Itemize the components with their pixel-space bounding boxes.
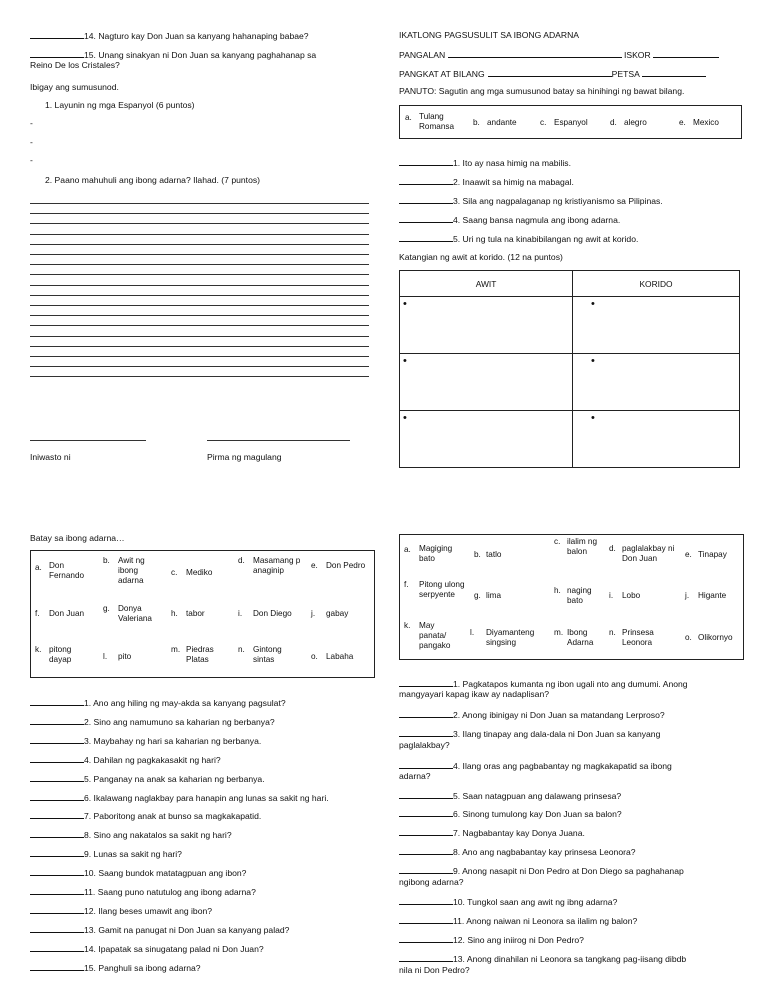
br-question-1-cont: mangyayari kapag ikaw ay nadaplisan?	[399, 689, 550, 699]
choice-text: Diyamanteng singsing	[486, 628, 535, 647]
br-question-8: 8. Ano ang nagbabantay kay prinsesa Leonora?	[399, 846, 636, 857]
choice-letter: g.	[474, 591, 481, 600]
korido-header: KORIDO	[573, 271, 740, 297]
choice-letter: c.	[554, 537, 561, 546]
instruction: Ibigay ang sumusunod.	[30, 82, 119, 92]
choice-text: Labaha	[326, 652, 354, 661]
answer-line[interactable]	[30, 305, 369, 306]
answer-blank[interactable]	[30, 30, 84, 39]
answer-line[interactable]	[30, 376, 369, 377]
choice-text: May panata/ pangako	[419, 621, 451, 650]
br-question-3: 3. Ilang tinapay ang dala-dala ni Don Juan sa kanyang	[399, 728, 660, 739]
answer-line[interactable]	[30, 285, 369, 286]
choice-letter: i.	[609, 591, 614, 600]
answer-blank[interactable]	[399, 195, 453, 204]
choice-letter: c.	[540, 118, 547, 127]
choice-letter: a.	[405, 113, 412, 122]
choice-letter: h.	[554, 586, 561, 595]
answer-blank[interactable]	[30, 810, 84, 819]
answer-blank[interactable]	[399, 176, 453, 185]
dash-line: -	[30, 155, 33, 165]
bl-question	[30, 962, 201, 973]
br-question-13: 13. Anong dinahilan ni Leonora sa tangkang pag-iisang dibdb	[399, 953, 686, 964]
answer-line[interactable]	[30, 203, 369, 204]
awit-cell[interactable]	[400, 411, 573, 468]
bl-question	[30, 905, 212, 916]
choice-text: Higante	[698, 591, 727, 600]
bl-question	[30, 773, 265, 784]
choice-letter: h.	[171, 609, 178, 618]
choice-text: Don Fernando	[49, 561, 85, 580]
choice-letter: o.	[685, 633, 692, 642]
bl-question	[30, 697, 286, 708]
answer-blank[interactable]	[399, 846, 453, 855]
answer-blank[interactable]	[399, 157, 453, 166]
tr-question-4: 4. Saang bansa nagmula ang ibong adarna.	[399, 214, 620, 225]
choice-letter: d.	[610, 118, 617, 127]
score-field[interactable]	[653, 49, 719, 58]
answer-blank[interactable]	[399, 760, 453, 769]
choice-text: Don Diego	[253, 609, 292, 618]
answer-blank[interactable]	[399, 953, 453, 962]
answer-blank[interactable]	[399, 678, 453, 687]
choice-letter: c.	[171, 568, 178, 577]
answer-line[interactable]	[30, 356, 369, 357]
choice-letter: b.	[103, 556, 110, 565]
bl-question	[30, 943, 264, 954]
bl-question	[30, 848, 182, 859]
choice-text: Piedras Platas	[186, 645, 214, 664]
br-question-12: 12. Sino ang iniirog ni Don Pedro?	[399, 934, 584, 945]
choice-letter: e.	[679, 118, 686, 127]
choice-letter: j.	[311, 609, 316, 618]
br-question-7: 7. Nagbabantay kay Donya Juana.	[399, 827, 585, 838]
question-text: 11. Saang puno natutulog ang ibong adarna?	[84, 887, 256, 897]
choice-letter: b.	[473, 118, 480, 127]
question-text: 6. Ikalawang naglakbay para hanapin ang lunas sa sakit ng hari.	[84, 792, 329, 803]
batay-heading: Batay sa ibong adarna…	[30, 533, 125, 543]
choice-letter: f.	[404, 580, 409, 589]
choice-letter: e.	[311, 561, 318, 570]
bl-question	[30, 829, 232, 840]
bl-question	[30, 792, 329, 803]
choice-letter: e.	[685, 550, 692, 559]
choice-text: Olikornyo	[698, 633, 733, 642]
choice-text: tabor	[186, 609, 205, 618]
answer-line[interactable]	[30, 234, 369, 235]
answer-line[interactable]	[30, 315, 369, 316]
answer-line[interactable]	[30, 336, 369, 337]
choice-letter: k.	[35, 645, 42, 654]
question-text: 5. Panganay na anak sa kaharian ng berbanya.	[84, 773, 265, 784]
answer-line[interactable]	[30, 264, 369, 265]
directions: PANUTO: Sagutin ang mga sumusunod batay sa hinihingi ng bawat bilang.	[399, 86, 685, 96]
bullet-icon: •	[403, 412, 407, 424]
choice-text: Pitong ulong serpyente	[419, 580, 465, 599]
awit-cell[interactable]	[400, 354, 573, 411]
katangian-instruction: Katangian ng awit at korido. (12 na puntos)	[399, 252, 563, 262]
dash-line: -	[30, 118, 33, 128]
question-text: 8. Sino ang nakatalos sa sakit ng hari?	[84, 830, 232, 841]
answer-blank[interactable]	[399, 709, 453, 718]
choice-letter: f.	[35, 609, 40, 618]
awit-header: AWIT	[400, 271, 573, 297]
tr-question-2: 2. Inaawit sa himig na mabagal.	[399, 176, 574, 187]
tl-question-15-cont: Reino De los Cristales?	[30, 60, 120, 70]
question-text: 10. Saang bundok matatagpuan ang ibon?	[84, 868, 247, 879]
bl-question	[30, 886, 256, 897]
bullet-icon: •	[591, 412, 595, 424]
answer-blank[interactable]	[30, 697, 84, 706]
choice-letter: a.	[35, 563, 42, 572]
tr-question-1: 1. Ito ay nasa himig na mabilis.	[399, 157, 571, 168]
choice-letter: l.	[103, 652, 108, 661]
answer-blank[interactable]	[30, 754, 84, 763]
choice-letter: b.	[474, 550, 481, 559]
answer-blank[interactable]	[399, 865, 453, 874]
answer-blank[interactable]	[30, 848, 84, 857]
answer-blank[interactable]	[30, 735, 84, 744]
answer-blank[interactable]	[399, 934, 453, 943]
page-title: IKATLONG PAGSUSULIT SA IBONG ADARNA	[399, 30, 580, 40]
parent-signature-label: Pirma ng magulang	[207, 452, 282, 462]
essay-item-1: 1. Layunin ng mga Espanyol (6 puntos)	[45, 100, 195, 110]
choice-text: pitong dayap	[49, 645, 72, 664]
date-field[interactable]	[642, 68, 706, 77]
br-question-11: 11. Anong naiwan ni Leonora sa ilalim ng balon?	[399, 915, 637, 926]
answer-line[interactable]	[30, 295, 369, 296]
br-question-1: 1. Pagkatapos kumanta ng ibon ugali nto ang dumumi. Anong	[399, 678, 688, 689]
choice-text: tatlo	[486, 550, 502, 559]
answer-line[interactable]	[30, 325, 369, 326]
tr-choices-box	[399, 105, 742, 139]
korido-cell[interactable]	[573, 297, 740, 354]
answer-blank[interactable]	[399, 214, 453, 223]
choice-text: Awit ng ibong adarna	[118, 556, 145, 585]
choice-letter: l.	[470, 628, 475, 637]
answer-line[interactable]	[30, 254, 369, 255]
tr-question-5: 5. Uri ng tula na kinabibilangan ng awit at korido.	[399, 233, 638, 244]
question-text: 15. Panghuli sa ibong adarna?	[84, 962, 201, 973]
bl-question	[30, 867, 246, 878]
br-question-9: 9. Anong nasapit ni Don Pedro at Don Diego sa paghahanap	[399, 865, 684, 876]
answer-blank[interactable]	[30, 792, 84, 801]
choice-text: andante	[487, 118, 517, 127]
answer-line[interactable]	[30, 346, 369, 347]
bullet-icon: •	[403, 355, 407, 367]
answer-line[interactable]	[30, 366, 369, 367]
section-field[interactable]	[488, 68, 612, 77]
bullet-icon: •	[591, 298, 595, 310]
answer-blank[interactable]	[30, 867, 84, 876]
choice-letter: m.	[554, 628, 564, 637]
choice-letter: m.	[171, 645, 181, 654]
question-text: 3. Maybahay ng hari sa kaharian ng berbanya.	[84, 735, 262, 746]
choice-letter: d.	[238, 556, 245, 565]
question-text: 9. Lunas sa sakit ng hari?	[84, 849, 182, 860]
tr-question-3: 3. Sila ang nagpalaganap ng kristiyanismo sa Pilipinas.	[399, 195, 663, 206]
answer-blank[interactable]	[30, 773, 84, 782]
tl-question-14: 14. Nagturo kay Don Juan sa kanyang hahanaping babae?	[30, 30, 309, 41]
choice-text: Lobo	[622, 591, 641, 600]
br-question-5: 5. Saan natagpuan ang dalawang prinsesa?	[399, 790, 621, 801]
question-text: 4. Dahilan ng pagkakasakit ng hari?	[84, 754, 221, 765]
question-text: 7. Paboritong anak at bunso sa magkakapatid.	[84, 811, 262, 822]
choice-letter: a.	[404, 545, 411, 554]
choice-text: pito	[118, 652, 132, 661]
answer-blank[interactable]	[30, 49, 84, 58]
answer-blank[interactable]	[399, 915, 453, 924]
name-row: PANGALAN ISKOR	[399, 49, 719, 60]
choice-text: lima	[486, 591, 502, 600]
choice-text: Espanyol	[554, 118, 588, 127]
name-field[interactable]	[448, 49, 622, 58]
bl-question	[30, 754, 221, 765]
answer-line[interactable]	[30, 244, 369, 245]
choice-text: ilalim ng balon	[567, 537, 598, 556]
answer-blank[interactable]	[30, 943, 84, 952]
choice-text: Donya Valeriana	[118, 604, 152, 623]
choice-letter: n.	[609, 628, 616, 637]
choice-letter: o.	[311, 652, 318, 661]
choice-letter: g.	[103, 604, 110, 613]
br-question-4: 4. Ilang oras ang pagbabantay ng magkakapatid sa ibong	[399, 760, 672, 771]
answer-blank[interactable]	[30, 924, 84, 933]
bl-question	[30, 716, 275, 727]
answer-blank[interactable]	[30, 829, 84, 838]
choice-letter: i.	[238, 609, 243, 618]
answer-blank[interactable]	[30, 905, 84, 914]
bl-question	[30, 735, 261, 746]
question-text: 14. Ipapatak sa sinugatang palad ni Don Juan?	[84, 943, 264, 954]
answer-blank[interactable]	[399, 808, 453, 817]
br-question-6: 6. Sinong tumulong kay Don Juan sa balon?	[399, 808, 622, 819]
choice-text: Ibong Adarna	[567, 628, 594, 647]
choice-letter: d.	[609, 544, 616, 553]
answer-line[interactable]	[30, 223, 369, 224]
section-row: PANGKAT AT BILANG PETSA	[399, 68, 706, 79]
choice-text: Masamang panaginip	[253, 556, 301, 575]
answer-line[interactable]	[30, 213, 369, 214]
choice-text: Don Juan	[49, 609, 85, 618]
br-choices-box	[399, 534, 744, 660]
bl-question	[30, 924, 289, 935]
bl-choices-box	[30, 550, 375, 678]
tl-question-15: 15. Unang sinakyan ni Don Juan sa kanyang paghahanap sa	[30, 49, 316, 60]
choice-text: Don Pedro	[326, 561, 366, 570]
answer-blank[interactable]	[399, 728, 453, 737]
answer-line[interactable]	[30, 274, 369, 275]
answer-blank[interactable]	[399, 790, 453, 799]
choice-text: Gintong sintas	[253, 645, 282, 664]
answer-blank[interactable]	[399, 827, 453, 836]
awit-cell[interactable]	[400, 297, 573, 354]
signature-line[interactable]	[30, 440, 146, 441]
answer-blank[interactable]	[30, 962, 84, 971]
answer-blank[interactable]	[399, 233, 453, 242]
korido-cell[interactable]	[573, 354, 740, 411]
choice-letter: j.	[685, 591, 690, 600]
choice-text: Mexico	[693, 118, 719, 127]
br-question-4-cont: adarna?	[399, 771, 431, 781]
bullet-icon: •	[591, 355, 595, 367]
choice-text: Prinsesa Leonora	[622, 628, 654, 647]
choice-text: paglalakbay ni Don Juan	[622, 544, 675, 563]
question-text: 1. Ano ang hiling ng may-akda sa kanyang pagsulat?	[84, 698, 286, 708]
signature-line[interactable]	[207, 440, 350, 441]
question-text: 2. Sino ang namumuno sa kaharian ng berbanya?	[84, 716, 275, 727]
br-question-2: 2. Anong ibinigay ni Don Juan sa matandang Lerproso?	[399, 709, 665, 720]
question-text: 13. Gamit na panugat ni Don Juan sa kanyang palad?	[84, 924, 290, 935]
choice-text: alegro	[624, 118, 647, 127]
br-question-3-cont: paglalakbay?	[399, 740, 450, 750]
br-question-13-cont: nila ni Don Pedro?	[399, 965, 470, 975]
choice-letter: k.	[404, 621, 411, 630]
choice-text: Tulang Romansa	[419, 112, 455, 131]
br-question-9-cont: ngibong adarna?	[399, 877, 464, 887]
question-text: 12. Ilang beses umawit ang ibon?	[84, 905, 213, 916]
bl-question	[30, 810, 261, 821]
choice-text: naging bato	[567, 586, 592, 605]
choice-text: Tinapay	[698, 550, 727, 559]
awit-korido-table	[399, 270, 740, 468]
checked-by-label: Iniwasto ni	[30, 452, 71, 462]
dash-line: -	[30, 137, 33, 147]
br-question-10: 10. Tungkol saan ang awit ng ibng adarna?	[399, 896, 617, 907]
answer-blank[interactable]	[399, 896, 453, 905]
choice-text: Mediko	[186, 568, 213, 577]
choice-text: gabay	[326, 609, 349, 618]
choice-text: Magiging bato	[419, 544, 453, 563]
korido-cell[interactable]	[573, 411, 740, 468]
bullet-icon: •	[403, 298, 407, 310]
answer-blank[interactable]	[30, 886, 84, 895]
answer-blank[interactable]	[30, 716, 84, 725]
essay-item-2: 2. Paano mahuhuli ang ibong adarna? Ilahad. (7 puntos)	[45, 175, 261, 185]
choice-letter: n.	[238, 645, 245, 654]
